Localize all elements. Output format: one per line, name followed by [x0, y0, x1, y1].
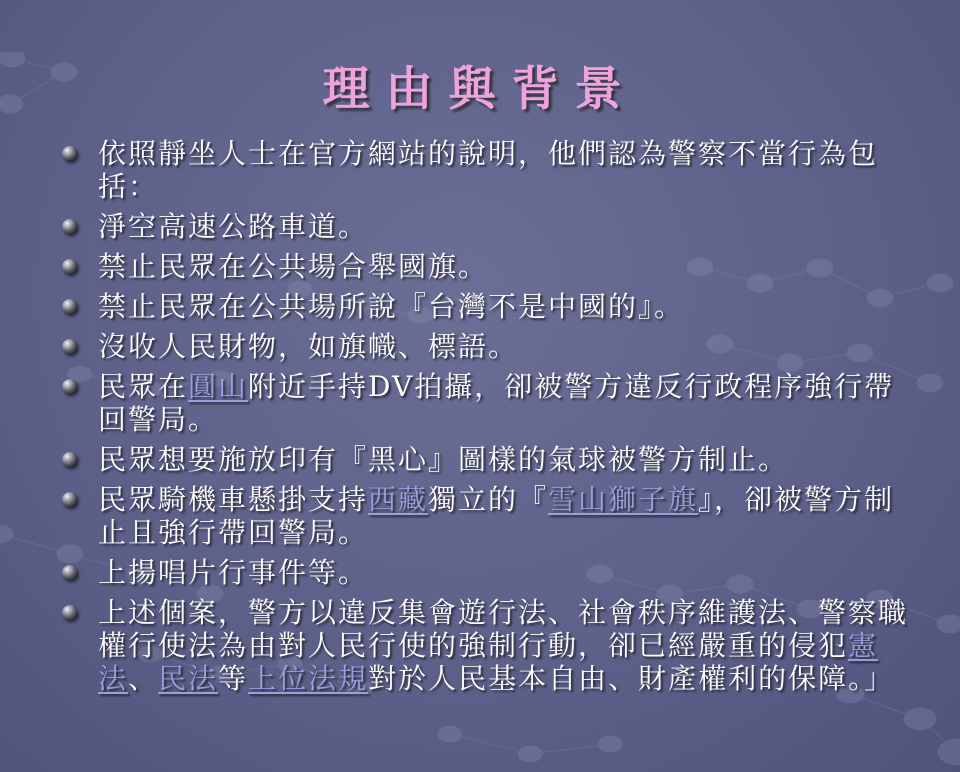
- text-run: 上揚唱片行事件等。: [98, 556, 369, 589]
- text-run: 依照靜坐人士在官方網站的說明，他們認為警察不當行為包括：: [98, 137, 879, 203]
- presentation-slide: [0, 52, 960, 772]
- bullet-sphere-icon: [62, 605, 78, 621]
- bullet-sphere-icon: [62, 146, 78, 162]
- list-item: [62, 137, 918, 203]
- text-run: 淨空高速公路車道。: [98, 210, 369, 243]
- hyperlink[interactable]: 雪山獅子旗: [548, 483, 699, 516]
- list-item: [62, 210, 918, 243]
- text-run: 上述個案，警方以違反集會遊行法、社會秩序維護法、警察職權行使法為由對人民行使的強制行動，卻已經嚴重的侵犯: [98, 596, 909, 662]
- text-run: 民眾想要施放印有『黑心』圖樣的氣球被警方制止。: [98, 443, 789, 476]
- text-run: 』，卻被警方制止且強行帶回警局。: [98, 483, 895, 549]
- bullet-text: [98, 596, 918, 695]
- text-run: 民眾騎機車懸掛支持: [98, 483, 369, 516]
- list-item: [62, 443, 918, 476]
- hyperlink[interactable]: 上位法規: [248, 662, 369, 695]
- slide-title: 理由與背景: [322, 62, 638, 117]
- list-item: [62, 556, 918, 589]
- bullet-text: [98, 443, 788, 476]
- text-run: 對於人民基本自由、財產權利的保障。」: [368, 662, 895, 695]
- bullet-sphere-icon: [62, 339, 78, 355]
- list-item: [62, 370, 918, 436]
- bullet-sphere-icon: [62, 259, 78, 275]
- text-run: 附近手持DV拍攝，卻被警方違反行政程序強行帶回警局。: [98, 370, 895, 436]
- bullet-sphere-icon: [62, 492, 78, 508]
- bullet-sphere-icon: [62, 219, 78, 235]
- bullet-text: [98, 290, 684, 323]
- bullet-sphere-icon: [62, 379, 78, 395]
- list-item: [62, 483, 918, 549]
- list-item: [62, 596, 918, 695]
- text-run: 禁止民眾在公共場所說『台灣不是中國的』。: [98, 290, 685, 323]
- text-run: 、: [128, 662, 159, 695]
- text-run: 禁止民眾在公共場合舉國旗。: [98, 250, 489, 283]
- list-item: [62, 250, 918, 283]
- bullet-text: [98, 250, 488, 283]
- bullet-text: [98, 330, 518, 363]
- hyperlink[interactable]: 圓山: [188, 370, 249, 403]
- text-run: 等: [218, 662, 249, 695]
- hyperlink[interactable]: 民法: [158, 662, 219, 695]
- text-run: 民眾在: [98, 370, 189, 403]
- bullet-text: [98, 370, 918, 436]
- bullet-text: [98, 483, 918, 549]
- text-run: 沒收人民財物，如旗幟、標語。: [98, 330, 519, 363]
- bullet-text: [98, 556, 368, 589]
- bullet-text: [98, 210, 368, 243]
- list-item: [62, 290, 918, 323]
- text-run: 獨立的『: [428, 483, 549, 516]
- bullet-sphere-icon: [62, 452, 78, 468]
- hyperlink[interactable]: 西藏: [368, 483, 429, 516]
- bullet-sphere-icon: [62, 565, 78, 581]
- bullet-text: [98, 137, 918, 203]
- bullet-sphere-icon: [62, 299, 78, 315]
- hyperlink[interactable]: 憲法: [98, 629, 879, 695]
- list-item: [62, 330, 918, 363]
- bullet-list: [62, 137, 918, 695]
